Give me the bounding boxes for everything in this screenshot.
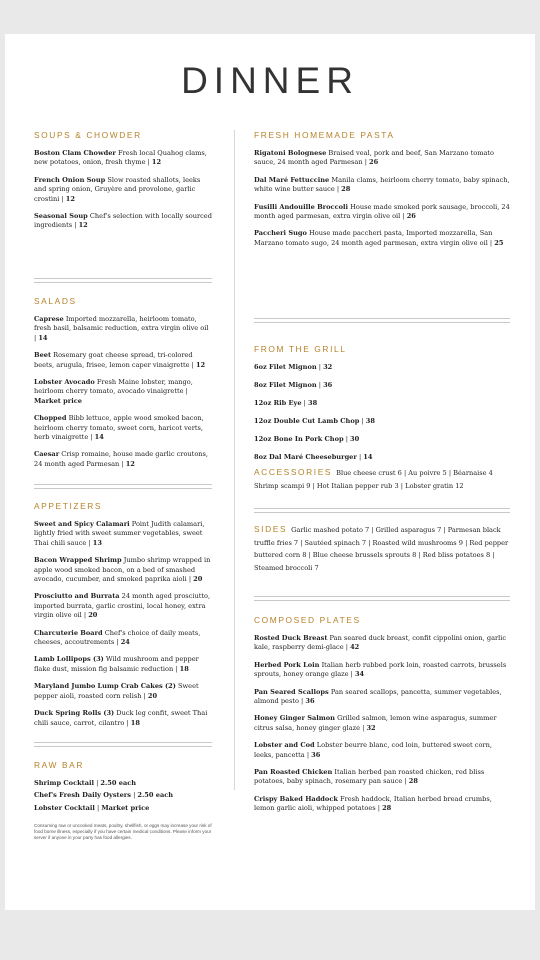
section-divider (254, 318, 510, 323)
section-divider (254, 508, 510, 513)
menu-item-price: 36 (311, 750, 321, 759)
accessories-section (254, 466, 510, 492)
menu-item-price: 2.50 each (100, 779, 137, 787)
menu-item-price: 18 (130, 718, 140, 727)
section-title: SOUPS & CHOWDER (34, 130, 142, 140)
menu-item-name: Lobster and Cod (254, 741, 315, 750)
menu-item: Boston Clam Chowder Fresh local Quahog clams, new potatoes, onion, fresh thyme | 12 (34, 149, 207, 167)
menu-item-name: Chopped (34, 414, 67, 423)
section-title: SALADS (34, 296, 77, 306)
menu-item: Chef's Fresh Daily Oysters | 2.50 each (34, 791, 174, 800)
menu-item-description: Chef's choice of daily meats, cheeses, accoutrements (34, 628, 201, 647)
menu-item: 6oz Filet Mignon | 32 (254, 363, 333, 371)
section-title: APPETIZERS (34, 501, 103, 511)
menu-item-price: 20 (147, 691, 158, 700)
menu-item-name: Sweet and Spicy Calamari (34, 520, 130, 528)
menu-item-name: Beet (34, 351, 52, 360)
menu-item-description: Braised veal, pork and beef, San Marzano tomato sauce, 24 month aged Parmesan (254, 149, 495, 167)
menu-item-name: 8oz Filet Mignon (254, 381, 317, 389)
section-divider (34, 484, 212, 489)
menu-item-description: Italian herbed pan roasted chicken, red bliss potatoes, baby spinach, rosemary pan sauce (254, 768, 485, 786)
section-title: ACCESSORIES (254, 467, 333, 477)
menu-item: Herbed Pork Loin Italian herb rubbed pork loin, roasted carrots, brussels sprouts, honey orange glaze | 34 (254, 660, 507, 679)
menu-item-name: Bacon Wrapped Shrimp (34, 556, 122, 565)
column-divider (234, 130, 235, 790)
menu-item: Prosciutto and Burrata 24 month aged prosciutto, imported burrata, garlic crostini, local honey, extra virgin olive oil | 20 (34, 592, 211, 620)
menu-item-description: Slow roasted shallots, leeks and spring onion, Gruyère and provolone, garlic crostini (34, 175, 201, 203)
menu-item-name: Charcuterie Board (34, 628, 103, 637)
menu-page (5, 34, 535, 910)
menu-item-price: Market price (101, 803, 150, 812)
menu-item: 12oz Rib Eye | 38 (254, 399, 318, 407)
menu-item-name: Chef's Fresh Daily Oysters (34, 791, 131, 800)
menu-item: Honey Ginger Salmon Grilled salmon, lemon wine asparagus, summer citrus salsa, honey ginger glaze | 32 (254, 714, 497, 732)
menu-item-price: 12 (125, 459, 135, 468)
menu-item-price: 26 (406, 212, 416, 221)
menu-item-price: 14 (94, 433, 104, 442)
section-title: RAW BAR (34, 760, 84, 770)
section-divider (34, 742, 212, 747)
menu-item: Pan Roasted Chicken Italian herbed pan roasted chicken, red bliss potatoes, baby spinach, rosemary pan sauce | 28 (254, 768, 485, 786)
menu-item: Caprese Imported mozzarella, heirloom tomato, fresh basil, balsamic reduction, extra virgin olive oil | 14 (34, 315, 209, 342)
menu-item-price: 38 (307, 399, 318, 407)
menu-item-price: 36 (305, 697, 315, 706)
menu-item: Shrimp Cocktail | 2.50 each (34, 779, 137, 787)
menu-item-price: 12 (151, 158, 162, 167)
menu-item-description: Duck leg confit, sweet Thai chili sauce, carrot, cilantro (34, 709, 208, 727)
salads-section (34, 296, 212, 477)
menu-item-price: 25 (494, 238, 504, 247)
menu-item-description: Italian herb rubbed pork loin, roasted carrots, brussels sprouts, honey orange glaze (254, 660, 507, 679)
menu-item-name: Paccheri Sugo (254, 229, 307, 238)
menu-item-description: Fresh local Quahog clams, new potatoes, onion, fresh thyme (34, 149, 207, 167)
menu-item-price: 34 (354, 670, 365, 679)
accessories-text: Blue cheese crust 6 | Au poivre 5 | Béarnaise 4 Shrimp scampi 9 | Hot Italian pepper rub 3 | Lobster gratin 12 (254, 469, 493, 490)
menu-item-name: Prosciutto and Burrata (34, 592, 120, 601)
menu-item-description: Point Judith calamari, lightly fried with sweet summer vegetables, sweet Thai chili sauce (34, 520, 205, 547)
section-title: FRESH HOMEMADE PASTA (254, 130, 395, 140)
menu-item-name: Shrimp Cocktail (34, 779, 94, 787)
menu-item-description: Jumbo shrimp wrapped in apple wood smoked bacon, on a bed of smashed avocado, cucumber, and smoked paprika aioli (34, 556, 211, 584)
menu-item-description: Imported mozzarella, heirloom tomato, fresh basil, balsamic reduction, extra virgin olive oil (34, 315, 209, 333)
menu-item-name: Caprese (34, 315, 64, 323)
section-divider (34, 278, 212, 283)
menu-item: Pan Seared Scallops Pan seared scallops, pancetta, summer vegetables, almond pesto | 36 (254, 687, 502, 706)
menu-item-name: Boston Clam Chowder (34, 149, 116, 157)
menu-item: Sweet and Spicy Calamari Point Judith calamari, lightly fried with sweet summer vegetables, sweet Thai chili sauce | 13 (34, 520, 205, 547)
menu-item-name: Duck Spring Rolls (3) (34, 709, 115, 718)
menu-item-name: French Onion Soup (34, 175, 106, 184)
menu-item-description: House made paccheri pasta, Imported mozzarella, San Marzano tomato sugo, 24 month aged parmesan, extra virgin olive oil (254, 229, 493, 247)
menu-item-description: Pan seared scallops, pancetta, summer vegetables, almond pesto (254, 687, 502, 706)
menu-item-description: Pan seared duck breast, confit cippolini onion, garlic kale, raspberry demi-glace (254, 634, 507, 652)
menu-item: Bacon Wrapped Shrimp Jumbo shrimp wrapped in apple wood smoked bacon, on a bed of smashed avocado, cucumber, and smoked paprika aioli | 20 (34, 556, 211, 584)
menu-item-description: Wild mushroom and pepper flake dust, mission fig balsamic reduction (34, 655, 199, 673)
section-divider (254, 596, 510, 601)
menu-item: 8oz Filet Mignon | 36 (254, 381, 333, 389)
menu-item-name: Lobster Cocktail (34, 803, 95, 812)
menu-item-price: 28 (382, 804, 392, 813)
menu-item: 12oz Bone In Pork Chop | 30 (254, 435, 360, 443)
menu-item: Crispy Baked Haddock Fresh haddock, Italian herbed bread crumbs, lemon garlic aioli, whipped potatoes | 28 (254, 794, 492, 813)
menu-item-name: Maryland Jumbo Lump Crab Cakes (2) (34, 682, 176, 691)
menu-item-description: Fresh Maine lobster, mango, heirloom cherry tomato, avocado vinaigrette (34, 378, 193, 396)
menu-item-price: 26 (369, 158, 379, 167)
raw-bar-section (34, 760, 212, 841)
menu-item: French Onion Soup Slow roasted shallots, leeks and spring onion, Gruyère and provolone, garlic crostini | 12 (34, 175, 201, 203)
composed-plates-section (254, 615, 510, 822)
menu-item: Rosted Duck Breast Pan seared duck breast, confit cippolini onion, garlic kale, raspberry demi-glace | 42 (254, 634, 507, 652)
menu-item-name: Rosted Duck Breast (254, 634, 328, 642)
menu-item-name: Lobster Avocado (34, 378, 95, 387)
menu-item-price: 32 (366, 723, 376, 732)
menu-item: Dal Maré Fettuccine Manila clams, heirloom cherry tomato, baby spinach, white wine butter sauce | 28 (254, 175, 510, 194)
section-title: COMPOSED PLATES (254, 615, 361, 625)
section-title: FROM THE GRILL (254, 344, 347, 354)
allergy-note: Consuming raw or uncooked meats, poultry, shellfish, or eggs may increase your risk of food borne illness, especially if you have certain medical conditions. Please inform your server if anyone in your party has food allergies. (34, 823, 212, 841)
menu-item: Rigatoni Bolognese Braised veal, pork and beef, San Marzano tomato sauce, 24 month aged Parmesan | 26 (254, 149, 495, 167)
menu-item-name: Lamb Lollipops (3) (34, 655, 104, 664)
menu-item-price: 42 (350, 643, 360, 652)
menu-item: Beet Rosemary goat cheese spread, tri-colored beets, arugula, frisee, lemon caper vinaigrette | 12 (34, 351, 206, 369)
menu-item: Lamb Lollipops (3) Wild mushroom and pepper flake dust, mission fig balsamic reduction | 18 (34, 655, 199, 673)
menu-item: 8oz Dal Maré Cheeseburger | 14 (254, 453, 373, 461)
menu-item: Charcuterie Board Chef's choice of daily meats, cheeses, accoutrements | 24 (34, 628, 201, 647)
menu-item-name: Honey Ginger Salmon (254, 714, 335, 723)
menu-item: 12oz Double Cut Lamb Chop | 38 (254, 417, 375, 425)
menu-item-name: 8oz Dal Maré Cheeseburger (254, 453, 357, 461)
menu-item-name: 12oz Bone In Pork Chop (254, 435, 344, 443)
menu-title: DINNER (181, 60, 359, 101)
menu-item-price: 13 (92, 538, 102, 547)
menu-item-description: Sweet pepper aioli, roasted corn relish (34, 682, 199, 700)
menu-item-price: 12 (195, 360, 206, 369)
menu-item-name: 6oz Filet Mignon (254, 363, 317, 371)
menu-item-price: 12 (78, 221, 88, 230)
menu-item-price: 20 (193, 575, 203, 584)
menu-item-description: Chef's selection with locally sourced ingredients (34, 212, 212, 230)
menu-item-description: Fresh haddock, Italian herbed bread crumbs, lemon garlic aioli, whipped potatoes (254, 794, 492, 813)
menu-item: Lobster and Cod Lobster beurre blanc, cod loin, buttered sweet corn, leeks, pancetta | 36 (254, 741, 492, 759)
menu-item-price: 20 (88, 611, 98, 620)
menu-item-name: Pan Seared Scallops (254, 687, 329, 696)
menu-item-price: 18 (179, 664, 189, 673)
menu-item-price: 30 (350, 435, 360, 443)
menu-item-price: Market price (34, 396, 82, 405)
menu-item-price: 36 (323, 381, 333, 389)
appetizers-section (34, 501, 212, 736)
menu-item-name: Caesar (34, 450, 60, 459)
menu-item-name: 12oz Double Cut Lamb Chop (254, 417, 360, 425)
menu-item-price: 28 (341, 185, 351, 194)
menu-item: Chopped Bibb lettuce, apple wood smoked bacon, heirloom cherry tomato, sweet corn, haricot verts, herb vinaigrette | 14 (34, 414, 204, 442)
menu-item: Lobster Avocado Fresh Maine lobster, mango, heirloom cherry tomato, avocado vinaigrette | Market price (34, 378, 193, 405)
menu-item-price: 2.50 each (137, 791, 174, 800)
menu-item-price: 32 (323, 363, 333, 371)
menu-item-price: 14 (38, 333, 48, 342)
menu-item: Seasonal Soup Chef's selection with locally sourced ingredients | 12 (34, 212, 212, 230)
sides-section (254, 523, 510, 574)
menu-item-price: 14 (363, 453, 373, 461)
menu-item-description: Grilled salmon, lemon wine asparagus, summer citrus salsa, honey ginger glaze (254, 714, 497, 732)
menu-item-price: 24 (120, 638, 130, 647)
menu-item-description: Bibb lettuce, apple wood smoked bacon, heirloom cherry tomato, sweet corn, haricot verts, herb vinaigrette (34, 414, 204, 442)
menu-item: Paccheri Sugo House made paccheri pasta, Imported mozzarella, San Marzano tomato sugo, 24 month aged parmesan, extra virgin olive oil | 25 (254, 229, 504, 247)
menu-item-name: Pan Roasted Chicken (254, 768, 333, 777)
menu-item-description: 24 month aged prosciutto, imported burrata, garlic crostini, local honey, extra virgin olive oil (34, 592, 211, 620)
menu-item: Lobster Cocktail | Market price (34, 803, 150, 812)
menu-item: Caesar Crisp romaine, house made garlic croutons, 24 month aged Parmesan | 12 (34, 450, 209, 468)
menu-item-name: Rigatoni Bolognese (254, 149, 327, 157)
menu-item-name: 12oz Rib Eye (254, 399, 302, 407)
pasta-section (254, 130, 510, 256)
menu-item-name: Crispy Baked Haddock (254, 794, 338, 803)
menu-item-description: Rosemary goat cheese spread, tri-colored beets, arugula, frisee, lemon caper vinaigrette (34, 351, 193, 369)
soups-section (34, 130, 212, 239)
menu-item-name: Herbed Pork Loin (254, 660, 320, 669)
section-title: SIDES (254, 524, 288, 534)
menu-item-description: Crisp romaine, house made garlic croutons, 24 month aged Parmesan (34, 450, 209, 468)
menu-item-description: Lobster beurre blanc, cod loin, buttered sweet corn, leeks, pancetta (254, 741, 492, 759)
menu-item-description: Manila clams, heirloom cherry tomato, baby spinach, white wine butter sauce (254, 175, 510, 194)
menu-item-price: 28 (408, 777, 418, 786)
menu-item-name: Dal Maré Fettuccine (254, 175, 330, 184)
menu-item-description: House made smoked pork sausage, broccoli, 24 month aged parmesan, extra virgin olive oil (254, 202, 510, 221)
menu-item: Fusilli Andouille Broccoli House made smoked pork sausage, broccoli, 24 month aged parmesan, extra virgin olive oil | 26 (254, 202, 510, 221)
menu-item-name: Fusilli Andouille Broccoli (254, 202, 348, 211)
menu-item-price: 38 (365, 417, 375, 425)
sides-text: Garlic mashed potato 7 | Grilled asparagus 7 | Parmesan black truffle fries 7 | Sautéed spinach 7 | Roasted wild mushrooms 9 | Red pepper buttered corn 8 | Blue cheese brussels sprouts 8 | Red bliss potatoes 8 | Steamed broccoli 7 (254, 526, 509, 572)
menu-item: Duck Spring Rolls (3) Duck leg confit, sweet Thai chili sauce, carrot, cilantro | 18 (34, 709, 208, 727)
grill-section (254, 344, 510, 471)
menu-item-name: Seasonal Soup (34, 212, 88, 221)
menu-item-price: 12 (65, 194, 75, 203)
menu-item: Maryland Jumbo Lump Crab Cakes (2) Sweet pepper aioli, roasted corn relish | 20 (34, 682, 199, 700)
